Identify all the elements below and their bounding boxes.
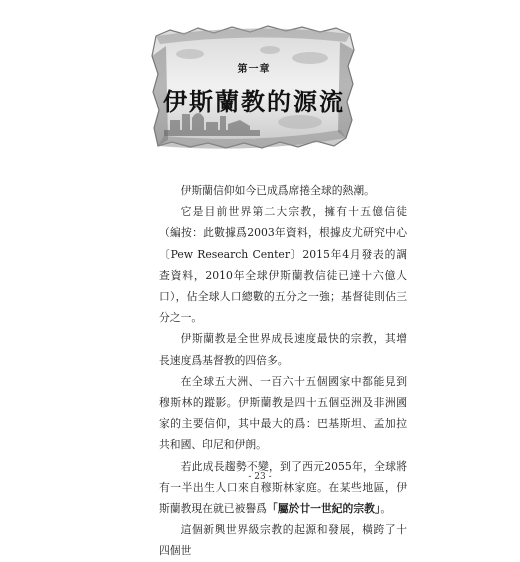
chapter-title: 伊斯蘭教的源流 bbox=[163, 88, 345, 116]
body-text bbox=[159, 180, 407, 562]
page-number: - 23 - bbox=[248, 472, 272, 482]
paragraph: 伊斯蘭教是全世界成長速度最快的宗教，其增長速度爲基督教的四倍多。 bbox=[159, 332, 407, 367]
paragraph bbox=[159, 456, 407, 520]
paragraph: 在全球五大洲、一百六十五個國家中都能見到穆斯林的蹤影。伊斯蘭教是四十五個亞洲及非洲國家的主要信仰，其中最大的爲：巴基斯坦、孟加拉共和國、印尼和伊朗。 bbox=[159, 374, 407, 452]
quoted-phrase: 「屬於廿一世紀的宗教」 bbox=[266, 502, 381, 516]
paragraph-end: 。 bbox=[380, 502, 392, 516]
chapter-banner bbox=[150, 22, 358, 152]
paragraph-text: 若此成長趨勢不變，到了西元2055年，全球將有一半出生人口來自穆斯林家庭。在某些地區，伊斯蘭教現在就已被譽爲 bbox=[159, 459, 407, 516]
paragraph: 伊斯蘭信仰如今已成爲席捲全球的熱潮。 bbox=[180, 184, 375, 197]
paragraph: 這個新興世界級宗教的起源和發展，橫跨了十四個世 bbox=[159, 523, 407, 558]
chapter-label: 第一章 bbox=[237, 64, 271, 75]
paragraph: 它是目前世界第二大宗教，擁有十五億信徒（編按：此數據爲2003年資料，根據皮尤研究中心〔Pew Research Center〕2015年4月發表的調查資料，2010年全球伊斯蘭教信徒已達十六億人口），佔全球人口總數的五分之一強；基督徒則佔三分之一。 bbox=[159, 205, 407, 325]
